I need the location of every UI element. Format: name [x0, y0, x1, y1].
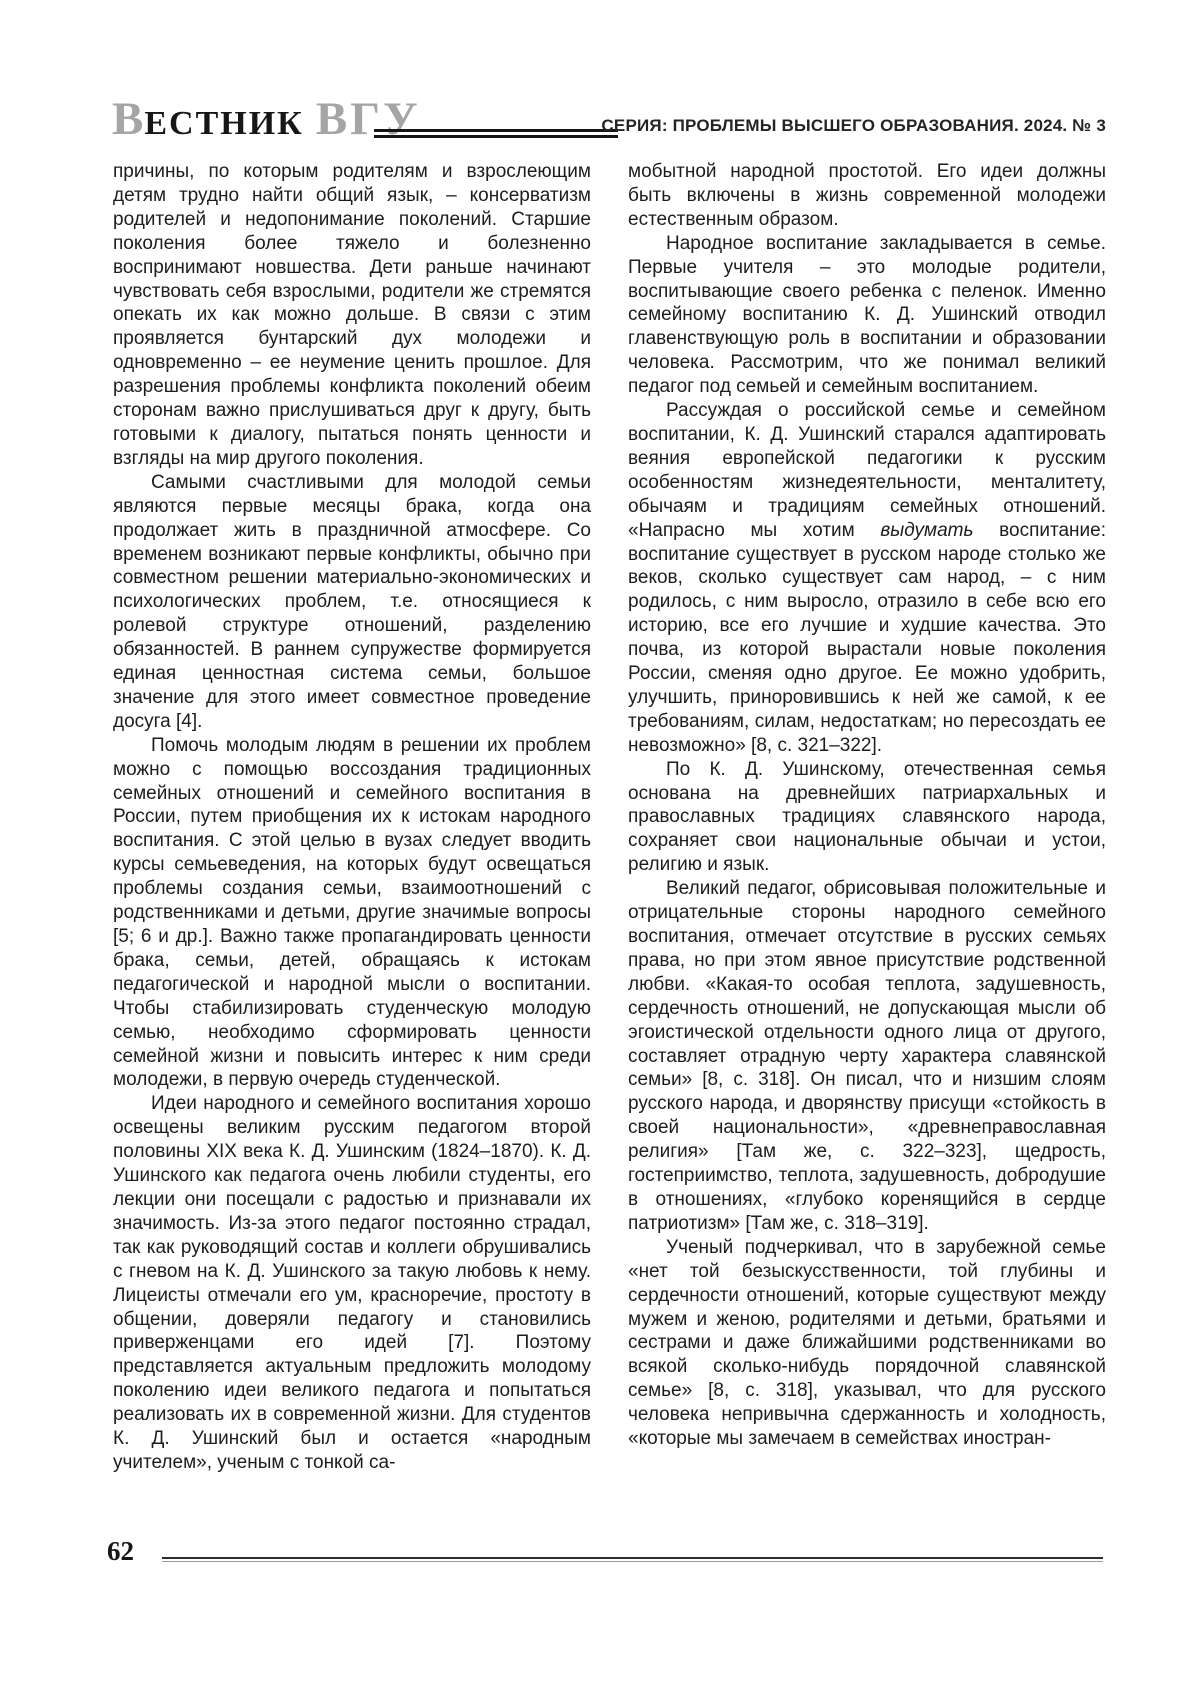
left-column: [113, 160, 591, 1475]
text-run: Помочь молодым людям в решении их проблем можно с помощью воссоздания традиционных семейных отношений и семейного воспитания в России, путем приобщения их к истокам народного воспитания. С этой целью в вузах следует вводить курсы семьеведения, на которых будут освещаться проблемы создания семьи, взаимоотношений с родственниками и детьми, другие значимые вопросы [5; 6 и др.]. Важно также пропагандировать ценности брака, семьи, детей, обращаясь к истокам педагогической и народной мысли о воспитании. Чтобы стабилизировать студенческую молодую семью, необходимо сформировать ценности семейной жизни и повысить интерес к ним среди молодежи, в первую очередь студенческой.: [113, 734, 591, 1091]
text-run: мобытной народной простотой. Его идеи должны быть включены в жизнь современной молодежи естественным образом.: [628, 161, 1106, 230]
paragraph: [628, 1236, 1106, 1451]
header-double-rule: [374, 129, 618, 138]
paragraph: [628, 877, 1106, 1236]
text-run: Идеи народного и семейного воспитания хорошо освещены великим русским педагогом второй половины XIX века К. Д. Ушинским (1824–1870). К. Д. Ушинского как педагога очень любили студенты, его лекции они посещали с радостью и признавали их значимость. Из-за этого педагог постоянно страдал, так как руководящий состав и коллеги обрушивались с гневом на К. Д. Ушинского за такую любовь к нему. Лицеисты отмечали его ум, красноречие, простоту в общении, доверяли педагогу и становились приверженцами его идей [7]. Поэтому представляется актуальным предложить молодому поколению идеи великого педагога и попытаться реализовать их в современной жизни. Для студентов К. Д. Ушинский был и остается «народным учителем», ученым с тонкой са-: [113, 1093, 591, 1473]
paragraph: [113, 734, 591, 1093]
paragraph: [113, 160, 591, 471]
logo-initial-letter: В: [112, 93, 145, 145]
logo-abbreviation: ВГУ: [315, 93, 421, 145]
paragraph: [113, 471, 591, 734]
paragraph: [628, 758, 1106, 878]
text-run: причины, по которым родителям и взрослеющим детям трудно найти общий язык, – консерватизм родителей и недопонимание поколений. Старшие поколения более тяжело и болезненно воспринимают новшества. Дети раньше начинают чувствовать себя взрослыми, родители же стремятся опекать их как можно дольше. В связи с этим проявляется бунтарский дух молодежи и одновременно – ее неумение ценить прошлое. Для разрешения проблемы конфликта поколений обеим сторонам важно прислушиваться друг к другу, быть готовыми к диалогу, пытаться понять ценности и взгляды на мир другого поколения.: [113, 161, 591, 469]
text-run: По К. Д. Ушинскому, отечественная семья основана на древнейших патриархальных и православных традициях славянского народа, сохраняет свои национальные обычаи и устои, религию и язык.: [628, 758, 1106, 876]
text-run: Великий педагог, обрисовывая положительные и отрицательные стороны народного семейного воспитания, отмечает отсутствие в русских семьях права, но при этом явное присутствие родственной любви. «Какая-то особая теплота, задушевность, сердечность отношений, не допускающая мысли об эгоистической отдельности одного лица от другого, составляет отрадную черту характера славянской семьи» [8, с. 318]. Он писал, что и низшим слоям русского народа, и дворянству присущи «стойкость в своей национальности», «древнеправославная религия» [Там же, с. 322–323], щедрость, гостеприимство, теплота, задушевность, добродушие в отношениях, «глубоко коренящийся в сердце патриотизм» [Там же, с. 318–319].: [628, 878, 1106, 1234]
text-run: Ученый подчеркивал, что в зарубежной семье «нет той безыскусственности, той глубины и сердечности отношений, которые существуют между мужем и женою, родителями и детьми, братьями и сестрами и даже ближайшими родственниками во всякой сколько-нибудь порядочной славянской семье» [8, с. 318], указывал, что для русского человека непривычна сдержанность и холодность, «которые мы замечаем в семействах иностран-: [628, 1236, 1106, 1450]
footer-rule: [162, 1557, 1103, 1562]
paragraph: [628, 160, 1106, 232]
paragraph: [628, 232, 1106, 399]
right-column: [628, 160, 1106, 1475]
series-title: СЕРИЯ: ПРОБЛЕМЫ ВЫСШЕГО ОБРАЗОВАНИЯ. 2024. № 3: [601, 116, 1106, 135]
text-run: Рассуждая о российской семье и семейном воспитании, К. Д. Ушинский старался адаптировать веяния европейской педагогики к русским особенностям жизнедеятельности, менталитету, обычаям и традициям семейных отношений. «Напрасно мы хотим: [628, 400, 1106, 541]
text-run: Народное воспитание закладывается в семье. Первые учителя – это молодые родители, воспитывающие своего ребенка с пеленок. Именно семейному воспитанию К. Д. Ушинский отводил главенствующую роль в воспитании и образовании человека. Рассмотрим, что же понимал великий педагог под семьей и семейным воспитанием.: [628, 232, 1106, 398]
text-run: воспитание: воспитание существует в русском народе столько же веков, сколько существует сам народ, – с ним родилось, с ним выросло, отразило в себе всю его историю, все его лучшие и худшие качества. Это почва, из которой вырастали новые поколения России, сменяя одно другое. Ее можно удобрить, улучшить, приноровившись к ней же самой, к ее требованиям, силам, недостаткам; но пересоздать ее невозможно» [8, с. 321–322].: [628, 519, 1106, 756]
logo-name-rest: ЕСТНИК: [144, 105, 304, 142]
italic-text: выдумать: [880, 519, 974, 541]
paragraph: [113, 1092, 591, 1475]
paragraph: [628, 399, 1106, 758]
page-number: 62: [107, 1536, 134, 1566]
text-run: Самыми счастливыми для молодой семьи являются первые месяцы брака, когда она продолжает жить в праздничной атмосфере. Со временем возникают первые конфликты, обычно при совместном решении материально-экономических и психологических проблем, т.е. относящиеся к ролевой структуре отношений, разделению обязанностей. В раннем супружестве формируется единая ценностная система семьи, большое значение для этого имеет совместное проведение досуга [4].: [113, 471, 591, 732]
article-body: [113, 160, 1106, 1475]
